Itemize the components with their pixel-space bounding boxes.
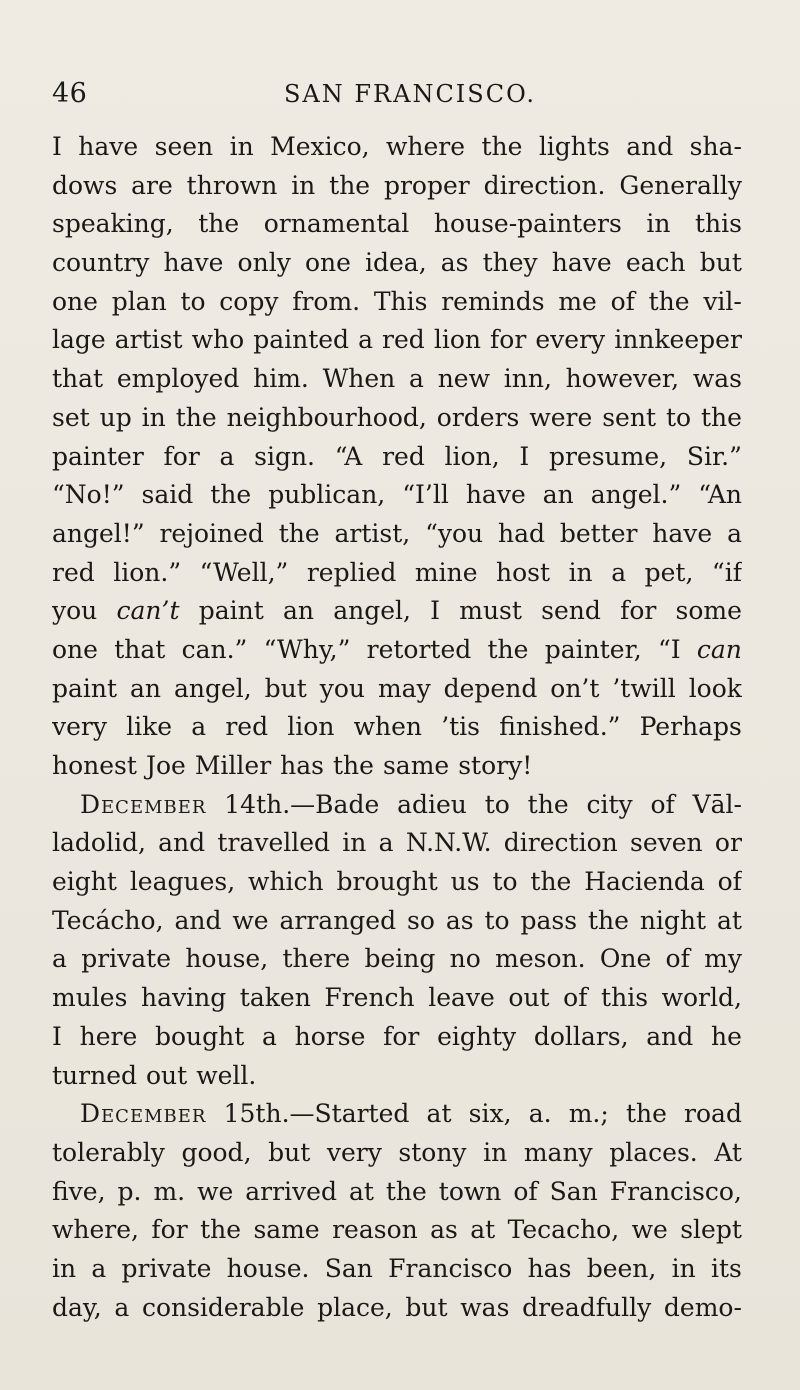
text-line: in a private house. San Francisco has been, in its [52,1253,742,1283]
text-line: very like a red lion when ’tis finished.” Perhaps [52,712,742,742]
text-line: day, a considerable place, but was dreadfully demo- [52,1292,742,1322]
text-line: Tecácho, and we arranged so as to pass the night at [52,905,742,935]
text-line: I have seen in Mexico, where the lights and sha- [52,132,742,161]
text-line: painter for a sign. “A red lion, I presume, Sir.” [52,441,742,471]
text-line: mules having taken French leave out of this world, [52,983,742,1013]
page-number: 46 [52,78,88,109]
text-line: red lion.” “Well,” replied mine host in a pet, “if [52,557,742,587]
text-line: December 15th.—Started at six, a. m.; the road [80,1099,742,1129]
text-line: December 14th.—Bade adieu to the city of Vāl- [80,789,742,819]
text-line: you can’t paint an angel, I must send for some [52,596,742,626]
body-text [52,128,742,1327]
text-line: set up in the neighbourhood, orders were sent to the [52,402,742,432]
text-line: turned out well. [52,1060,257,1090]
text-line: tolerably good, but very stony in many places. At [52,1137,742,1167]
text-line: a private house, there being no meson. One of my [52,944,742,974]
text-line: one plan to copy from. This reminds me of the vil- [52,286,742,316]
text-line: one that can.” “Why,” retorted the painter, “I can [52,634,742,664]
text-line: angel!” rejoined the artist, “you had better have a [52,518,742,548]
text-line: lage artist who painted a red lion for every innkeeper [52,325,742,355]
running-title: SAN FRANCISCO. [283,80,536,108]
text-line: ladolid, and travelled in a N.N.W. direction seven or [52,828,742,858]
text-line: paint an angel, but you may depend on’t ’twill look [52,673,742,703]
text-line: “No!” said the publican, “I’ll have an angel.” “An [52,480,742,510]
text-line: dows are thrown in the proper direction. Generally [52,170,742,200]
text-line: I here bought a horse for eighty dollars, and he [52,1021,742,1051]
text-line: speaking, the ornamental house-painters in this [52,209,742,239]
text-line: honest Joe Miller has the same story! [52,751,533,780]
text-line: where, for the same reason as at Tecacho, we slept [52,1215,742,1245]
text-line: eight leagues, which brought us to the Hacienda of [52,867,742,897]
text-line: that employed him. When a new inn, however, was [52,364,742,394]
page-header [52,74,742,114]
text-line: five, p. m. we arrived at the town of San Francisco, [52,1176,742,1206]
text-line: country have only one idea, as they have each but [52,248,742,278]
